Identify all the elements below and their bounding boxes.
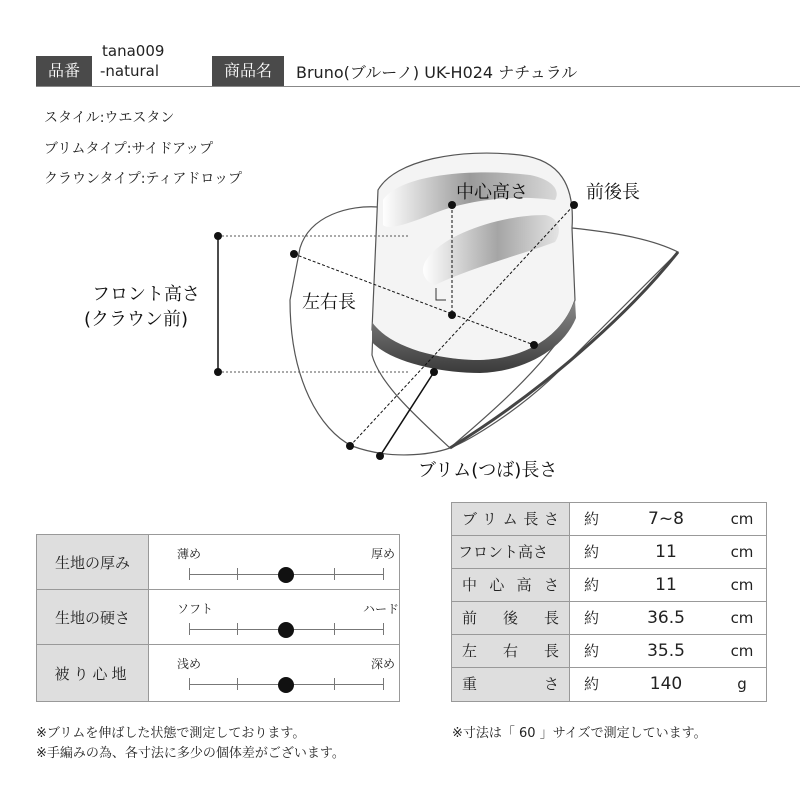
spec-row	[452, 569, 766, 602]
name-label: 商品名	[212, 56, 284, 86]
spec-value: 35.5	[647, 641, 685, 661]
feel-row-fit	[37, 645, 399, 701]
spec-approx: 約	[584, 642, 600, 660]
label-center-height: 中心高さ	[456, 182, 528, 203]
feel-table	[36, 534, 400, 702]
spec-approx: 約	[584, 576, 600, 594]
spec-unit: cm	[730, 510, 754, 528]
spec-value: 140	[649, 674, 683, 694]
spec-name: 前後長	[452, 602, 570, 634]
spec-name: 左右長	[452, 635, 570, 667]
spec-name: ブリム長さ	[452, 503, 570, 535]
feel-low-label: 浅め	[177, 657, 202, 671]
code-value-line2: -natural	[100, 62, 160, 80]
spec-value: 11	[655, 575, 677, 595]
feel-low-label: 薄め	[177, 547, 202, 561]
spec-unit: cm	[730, 642, 754, 660]
feel-high-label: ハード	[363, 602, 400, 616]
label-front-height-1: フロント高さ	[92, 284, 200, 305]
spec-approx: 約	[584, 510, 600, 528]
spec-unit: cm	[730, 543, 754, 561]
feel-high-label: 深め	[371, 657, 396, 671]
feel-level-marker	[278, 677, 294, 693]
spec-name: フロント高さ	[452, 536, 570, 568]
label-front-height-2: (クラウン前)	[84, 309, 189, 330]
spec-row	[452, 536, 766, 569]
feel-level-marker	[278, 622, 294, 638]
header-divider	[36, 86, 800, 87]
feel-label: 被り心地	[37, 645, 149, 701]
spec-approx: 約	[584, 675, 600, 693]
spec-value: 11	[655, 542, 677, 562]
note-brim-measure: ※ブリムを伸ばした状態で測定しております。	[36, 726, 306, 741]
spec-name: 中心高さ	[452, 569, 570, 601]
spec-approx: 約	[584, 609, 600, 627]
attr-crown-type: クラウンタイプ:ティアドロップ	[44, 171, 243, 187]
feel-label: 生地の硬さ	[37, 590, 149, 644]
feel-label: 生地の厚み	[37, 535, 149, 589]
product-name: Bruno(ブルーノ) UK-H024 ナチュラル	[296, 63, 578, 82]
feel-level-marker	[278, 567, 294, 583]
spec-row	[452, 602, 766, 635]
code-value-line1: tana009	[102, 42, 165, 60]
attr-style: スタイル:ウエスタン	[44, 110, 175, 126]
code-label: 品番	[36, 56, 92, 86]
spec-table	[451, 502, 767, 702]
note-size-measured: ※寸法は「 60 」サイズで測定しています。	[452, 726, 707, 741]
label-left-right: 左右長	[302, 292, 356, 313]
spec-approx: 約	[584, 543, 600, 561]
feel-row-thickness	[37, 535, 399, 590]
spec-unit: cm	[730, 576, 754, 594]
spec-row	[452, 503, 766, 536]
feel-high-label: 厚め	[371, 547, 396, 561]
spec-name: 重さ	[452, 668, 570, 701]
spec-row	[452, 668, 766, 701]
note-handmade-variance: ※手編みの為、各寸法に多少の個体差がございます。	[36, 746, 345, 761]
attr-brim-type: ブリムタイプ:サイドアップ	[44, 141, 214, 157]
spec-value: 7~8	[648, 509, 684, 529]
feel-row-hardness	[37, 590, 399, 645]
spec-value: 36.5	[647, 608, 685, 628]
label-front-back: 前後長	[586, 182, 640, 203]
spec-unit: cm	[730, 609, 754, 627]
spec-row	[452, 635, 766, 668]
label-brim-length: ブリム(つば)長さ	[418, 460, 558, 481]
spec-unit: g	[737, 675, 747, 693]
feel-low-label: ソフト	[177, 602, 214, 616]
